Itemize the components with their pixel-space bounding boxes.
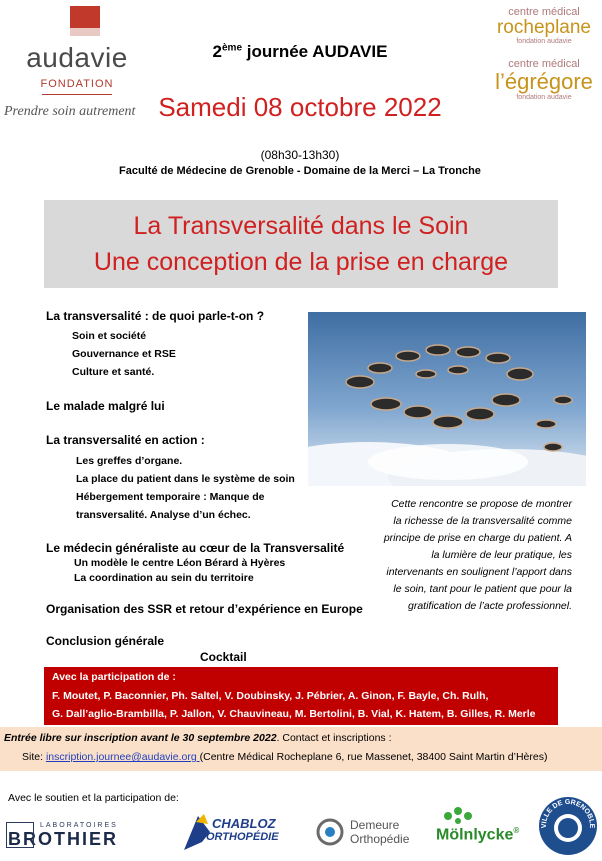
audavie-logo-name: audavie xyxy=(26,42,128,73)
rocheplane-logo xyxy=(490,6,598,45)
program-section-2: Le malade malgré lui xyxy=(46,399,165,413)
brothier-logo-name: BROTHIER xyxy=(8,829,118,849)
rocheplane-logo-fondation: fondation audavie xyxy=(516,38,572,45)
registration-line xyxy=(4,732,392,744)
list-item: Un modèle le centre Léon Bérard à Hyères xyxy=(74,557,286,569)
demeure-logo-name: Demeure xyxy=(350,818,400,832)
registration-band xyxy=(0,727,602,771)
event-hours: (08h30-13h30) xyxy=(260,148,340,162)
program-section-5: Organisation des SSR et retour d’expérience en Europe xyxy=(46,602,363,616)
event-venue: Faculté de Médecine de Grenoble - Domaine de la Merci – La Tronche xyxy=(119,165,481,177)
main-title-box xyxy=(44,200,558,288)
grenoble-logo xyxy=(538,796,598,856)
demeure-logo-mark xyxy=(314,816,346,848)
registration-contact-label: . Contact et inscriptions : xyxy=(276,732,392,744)
registration-deadline: Entrée libre sur inscription avant le 30 septembre 2022 xyxy=(4,732,277,744)
program-section-4: Le médecin généraliste au cœur de la Transversalité xyxy=(46,541,345,555)
participants-band xyxy=(44,667,558,725)
egregore-logo xyxy=(490,58,598,101)
event-date: Samedi 08 octobre 2022 xyxy=(158,92,442,122)
list-item: Culture et santé. xyxy=(72,366,155,378)
chabloz-logo xyxy=(182,812,292,852)
demeure-logo-sub: Orthopédie xyxy=(350,832,410,846)
support-label: Avec le soutien et la participation de: xyxy=(8,792,179,804)
skydivers-photo xyxy=(308,312,586,486)
program-section-3-items xyxy=(76,452,295,524)
audavie-logo-fondation: FONDATION xyxy=(40,78,114,90)
audavie-tagline: Prendre soin autrement xyxy=(4,104,136,119)
participants-heading: Avec la participation de : xyxy=(52,671,176,683)
list-item: transversalité. Analyse d’un échec. xyxy=(76,509,251,521)
program-cocktail: Cocktail xyxy=(200,650,247,664)
site-label: Site: xyxy=(22,751,46,763)
list-item: Gouvernance et RSE xyxy=(72,348,176,360)
program-section-6: Conclusion générale xyxy=(46,634,165,648)
list-item: Soin et société xyxy=(72,330,147,342)
list-item: La place du patient dans le système de soin xyxy=(76,473,295,485)
list-item: La coordination au sein du territoire xyxy=(74,572,254,584)
chabloz-logo-sub: ORTHOPÉDIE xyxy=(206,831,279,843)
egregore-logo-name: l’égrégore xyxy=(495,69,593,94)
egregore-logo-fondation: fondation audavie xyxy=(516,94,572,101)
egregore-logo-small: centre médical xyxy=(508,58,580,70)
participants-line-1: F. Moutet, P. Baconnier, Ph. Saltel, V. Doubinsky, J. Pébrier, A. Ginon, F. Bayle, Ch. Rulh, xyxy=(52,690,489,702)
intro-paragraph: Cette rencontre se propose de montrer la richesse de la transversalité comme principe de prise en charge du patient. A la lumière de leur pratique, les intervenants en soulignent l’apport dans le soin, tant pour le patient que pour la gratification de l’acte professionnel. xyxy=(383,498,572,612)
list-item: Hébergement temporaire : Manque de xyxy=(76,491,265,503)
molnlycke-logo-name: Mölnlycke® xyxy=(436,826,520,844)
rocheplane-logo-small: centre médical xyxy=(508,6,580,18)
program-section-1-items xyxy=(72,327,176,381)
registration-site-line xyxy=(22,751,547,763)
audavie-logo-divider xyxy=(42,94,112,95)
rocheplane-logo-name: rocheplane xyxy=(496,17,592,38)
program-section-3: La transversalité en action : xyxy=(46,433,205,447)
grenoble-logo-text: VILLE DE GRENOBLE xyxy=(540,798,596,829)
molnlycke-logo xyxy=(436,806,530,852)
molnlycke-logo-mark xyxy=(442,806,482,826)
brothier-logo-mark xyxy=(6,822,34,848)
list-item: Les greffes d’organe. xyxy=(76,455,183,467)
registration-email-link[interactable]: inscription.journee@audavie.org xyxy=(45,751,200,763)
main-title-line1: La Transversalité dans le Soin xyxy=(133,212,469,240)
participants-line-2: G. Dall’aglio-Brambilla, P. Jallon, V. Chauvineau, M. Bertolini, B. Vial, K. Hatem, B. Gilles, R. Merle xyxy=(52,708,536,720)
program-section-4-items xyxy=(74,556,285,586)
demeure-logo xyxy=(314,812,424,852)
event-edition-title: 2ème journée AUDAVIE xyxy=(212,42,388,61)
chabloz-logo-name: CHABLOZ xyxy=(212,816,276,831)
program-section-1: La transversalité : de quoi parle-t-on ? xyxy=(46,309,265,323)
audavie-logo-mark xyxy=(70,6,100,28)
registration-address: (Centre Médical Rocheplane 6, rue Massenet, 38400 Saint Martin d’Hères) xyxy=(199,751,548,763)
brothier-logo-small: LABORATOIRES xyxy=(40,822,118,829)
main-title-line2: Une conception de la prise en charge xyxy=(93,248,509,276)
